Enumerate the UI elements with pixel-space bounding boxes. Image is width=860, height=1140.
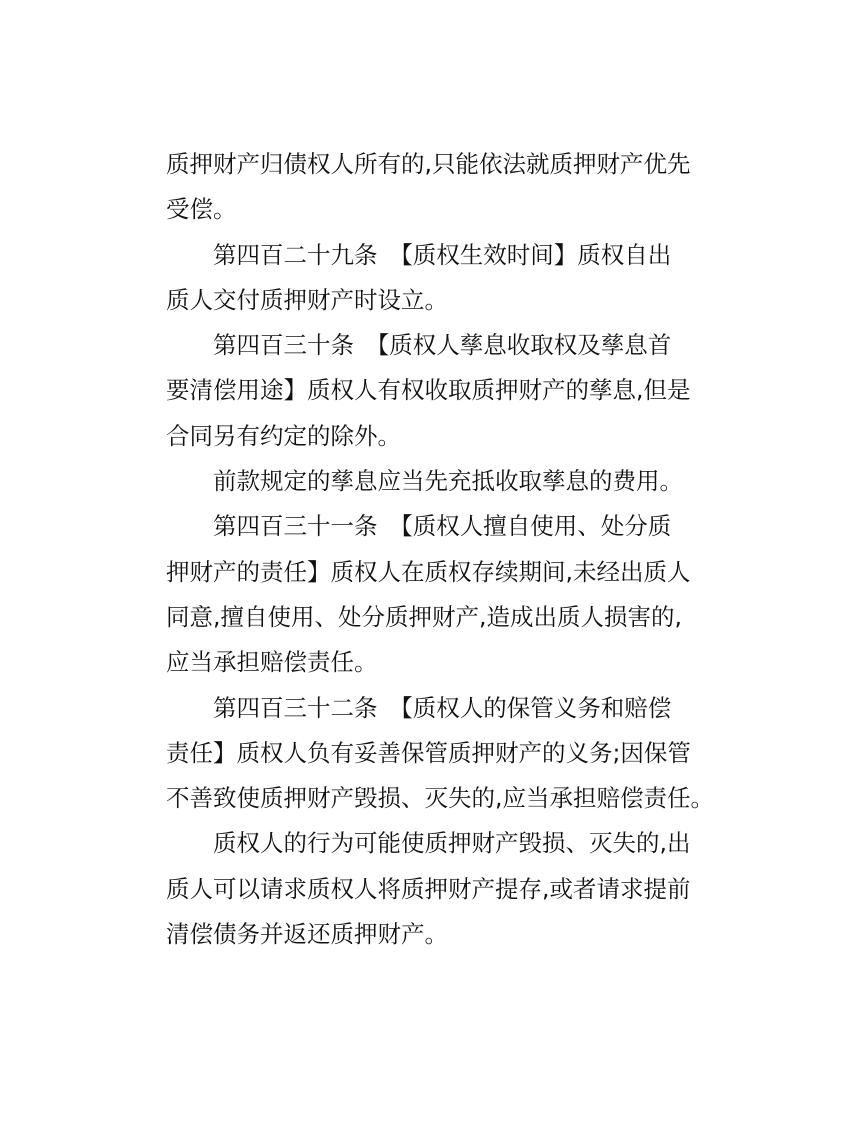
text-line: 质押财产归债权人所有的,只能依法就质押财产优先 <box>166 150 691 178</box>
text-line: 要清偿用途】质权人有权收取质押财产的孳息,但是 <box>166 376 691 405</box>
paragraph-start: 前款规定的孳息应当先充抵收取孳息的费用。 <box>213 467 683 496</box>
text-line: 同意,擅自使用、处分质押财产,造成出质人损害的, <box>166 602 682 631</box>
article-432-heading: 第四百三十二条 【质权人的保管义务和赔偿 <box>213 693 672 722</box>
text-line: 合同另有约定的除外。 <box>166 421 401 450</box>
text-line: 应当承担赔偿责任。 <box>166 648 378 677</box>
text-line: 质人可以请求质权人将质押财产提存,或者请求提前 <box>166 874 691 903</box>
article-430-heading: 第四百三十条 【质权人孳息收取权及孳息首 <box>213 331 672 360</box>
article-429-heading: 第四百二十九条 【质权生效时间】质权自出 <box>213 240 672 269</box>
article-431-heading: 第四百三十一条 【质权人擅自使用、处分质 <box>213 512 672 541</box>
text-line: 押财产的责任】质权人在质权存续期间,未经出质人 <box>166 557 691 586</box>
paragraph-start: 质权人的行为可能使质押财产毁损、灭失的,出 <box>213 829 691 858</box>
text-line: 责任】质权人负有妥善保管质押财产的义务;因保管 <box>166 738 691 767</box>
text-line: 清偿债务并返还质押财产。 <box>166 920 448 949</box>
text-line: 不善致使质押财产毁损、灭失的,应当承担赔偿责任。 <box>166 784 714 813</box>
text-line: 质人交付质押财产时设立。 <box>166 285 448 314</box>
body-text <box>166 142 714 957</box>
text-line: 受偿。 <box>166 195 237 224</box>
